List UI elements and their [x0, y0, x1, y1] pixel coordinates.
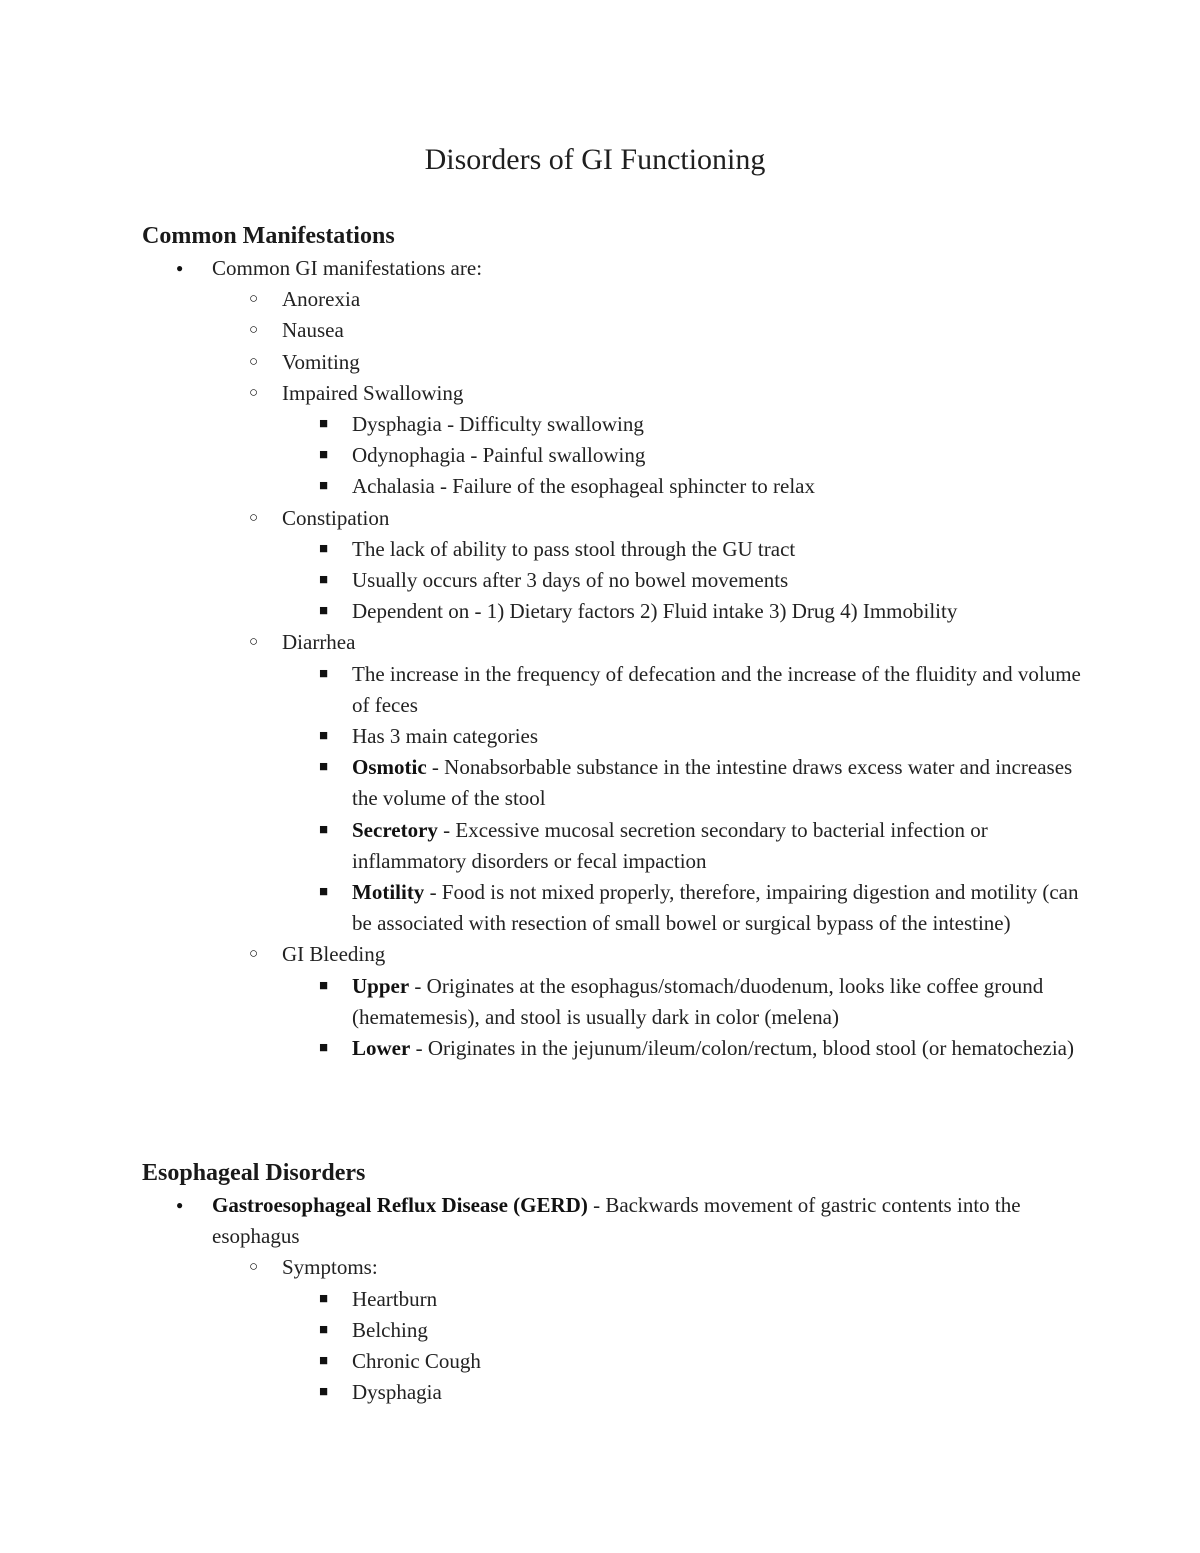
list-item-chronic-cough	[142, 1346, 1082, 1377]
term-label: Osmotic	[352, 755, 427, 780]
bullet-marker: ○	[249, 384, 259, 401]
list-item-constipation	[142, 503, 1082, 534]
sub-sub-list	[142, 971, 1082, 1065]
sub-sub-list	[142, 659, 1082, 940]
bullet-marker: ■	[319, 728, 329, 745]
list-item-text: Dysphagia	[352, 1380, 442, 1405]
list-item	[142, 659, 1082, 721]
list-item-dysphagia	[142, 1377, 1082, 1408]
sub-list	[142, 939, 1082, 970]
list-item-symptoms	[142, 1252, 1082, 1283]
list-item	[142, 565, 1082, 596]
section-esophageal-disorders	[142, 1157, 1082, 1408]
list-item-dysphagia	[142, 409, 1082, 440]
list-item-text: Dependent on - 1) Dietary factors 2) Fluid intake 3) Drug 4) Immobility	[352, 599, 958, 624]
list-item	[142, 721, 1082, 752]
bullet-marker: ■	[319, 1384, 329, 1401]
list-item-text: Vomiting	[282, 349, 360, 374]
sub-list	[142, 503, 1082, 534]
sub-list	[142, 1252, 1082, 1283]
list-item	[142, 596, 1082, 627]
list-item-vomiting	[142, 347, 1082, 378]
bullet-marker: ○	[249, 1259, 259, 1276]
list-item-lower	[142, 1033, 1082, 1064]
list-item-text: Impaired Swallowing	[282, 380, 464, 405]
bullet-marker: ■	[319, 1353, 329, 1370]
list-item-achalasia	[142, 471, 1082, 502]
bullet-marker: ■	[319, 977, 329, 994]
bullet-marker: ■	[319, 478, 329, 495]
list-item-upper	[142, 971, 1082, 1033]
list-item-odynophagia	[142, 440, 1082, 471]
list-item-text: Achalasia - Failure of the esophageal sphincter to relax	[352, 474, 815, 499]
term-description: - Food is not mixed properly, therefore, impairing digestion and motility (can be associated with resection of small bowel or surgical bypass of the intestine)	[352, 880, 1079, 936]
bullet-marker: ■	[319, 447, 329, 464]
list-item-gi-bleeding	[142, 939, 1082, 970]
bullet-marker: ■	[319, 665, 329, 682]
list-item-text: Anorexia	[282, 287, 361, 312]
list-item-text: The increase in the frequency of defecation and the increase of the fluidity and volume of feces	[352, 661, 1081, 717]
term-label: Motility	[352, 880, 425, 905]
term-description: - Excessive mucosal secretion secondary to bacterial infection or inflammatory disorders or fecal impaction	[352, 817, 988, 873]
bullet-marker: ■	[319, 572, 329, 589]
term-description: - Originates in the jejunum/ileum/colon/rectum, blood stool (or hematochezia)	[410, 1036, 1074, 1061]
bullet-marker: ■	[319, 884, 329, 901]
list-item-text: Nausea	[282, 318, 344, 343]
section-heading: Common Manifestations	[142, 223, 395, 249]
bullet-list	[142, 253, 1082, 284]
bullet-marker: ●	[176, 1198, 184, 1212]
list-item	[142, 253, 1082, 284]
sub-list	[142, 284, 1082, 409]
list-item-anorexia	[142, 284, 1082, 315]
term-label: Secretory	[352, 817, 438, 842]
bullet-marker: ○	[249, 291, 259, 308]
list-item-text: Belching	[352, 1317, 428, 1342]
bullet-marker: ○	[249, 509, 259, 526]
list-item-nausea	[142, 315, 1082, 346]
list-item-motility	[142, 877, 1082, 939]
term-label: Lower	[352, 1036, 411, 1061]
list-item-text: Heartburn	[352, 1286, 438, 1311]
list-item-belching	[142, 1315, 1082, 1346]
term-description: - Nonabsorbable substance in the intestine draws excess water and increases the volume of the stool	[352, 755, 1073, 811]
bullet-marker: ■	[319, 821, 329, 838]
list-item-text: GI Bleeding	[282, 942, 386, 967]
section-common-manifestations	[142, 220, 1082, 1064]
term-label: Upper	[352, 973, 410, 998]
document-title: Disorders of GI Functioning	[424, 143, 766, 176]
bullet-marker: ○	[249, 946, 259, 963]
list-item-text: Chronic Cough	[352, 1349, 481, 1374]
bullet-marker: ■	[319, 416, 329, 433]
bullet-list	[142, 1190, 1082, 1252]
bullet-marker: ■	[319, 1040, 329, 1057]
list-item-osmotic	[142, 752, 1082, 814]
bullet-marker: ○	[249, 353, 259, 370]
term-description: - Originates at the esophagus/stomach/duodenum, looks like coffee ground (hematemesis), and stool is usually dark in color (melena)	[352, 973, 1044, 1029]
list-item-text: Dysphagia - Difficulty swallowing	[352, 412, 644, 437]
list-item-text: Usually occurs after 3 days of no bowel movements	[352, 568, 789, 593]
term-description: - Backwards movement of gastric contents into the esophagus	[212, 1193, 1021, 1249]
bullet-marker: ●	[176, 261, 184, 275]
list-item-gerd	[142, 1190, 1082, 1252]
list-item-diarrhea	[142, 627, 1082, 658]
list-item-heartburn	[142, 1284, 1082, 1315]
list-item-text: Has 3 main categories	[352, 724, 539, 749]
list-item-text: The lack of ability to pass stool through the GU tract	[352, 536, 796, 561]
sub-sub-list	[142, 1284, 1082, 1409]
list-item-secretory	[142, 815, 1082, 877]
bullet-marker: ○	[249, 322, 259, 339]
bullet-marker: ■	[319, 1321, 329, 1338]
sub-list	[142, 627, 1082, 658]
term-label: Gastroesophageal Reflux Disease (GERD)	[212, 1193, 588, 1217]
bullet-marker: ■	[319, 759, 329, 776]
list-item-text: Common GI manifestations are:	[212, 256, 483, 280]
list-item-text: Symptoms:	[282, 1255, 378, 1280]
sub-sub-list	[142, 409, 1082, 503]
list-item-text: Odynophagia - Painful swallowing	[352, 443, 646, 468]
list-item-text: Diarrhea	[282, 630, 356, 655]
list-item	[142, 534, 1082, 565]
section-heading: Esophageal Disorders	[142, 1160, 366, 1186]
list-item-impaired-swallowing	[142, 378, 1082, 409]
sub-sub-list	[142, 534, 1082, 628]
bullet-marker: ■	[319, 1290, 329, 1307]
bullet-marker: ○	[249, 634, 259, 651]
bullet-marker: ■	[319, 603, 329, 620]
list-item-text: Constipation	[282, 505, 390, 530]
bullet-marker: ■	[319, 540, 329, 557]
